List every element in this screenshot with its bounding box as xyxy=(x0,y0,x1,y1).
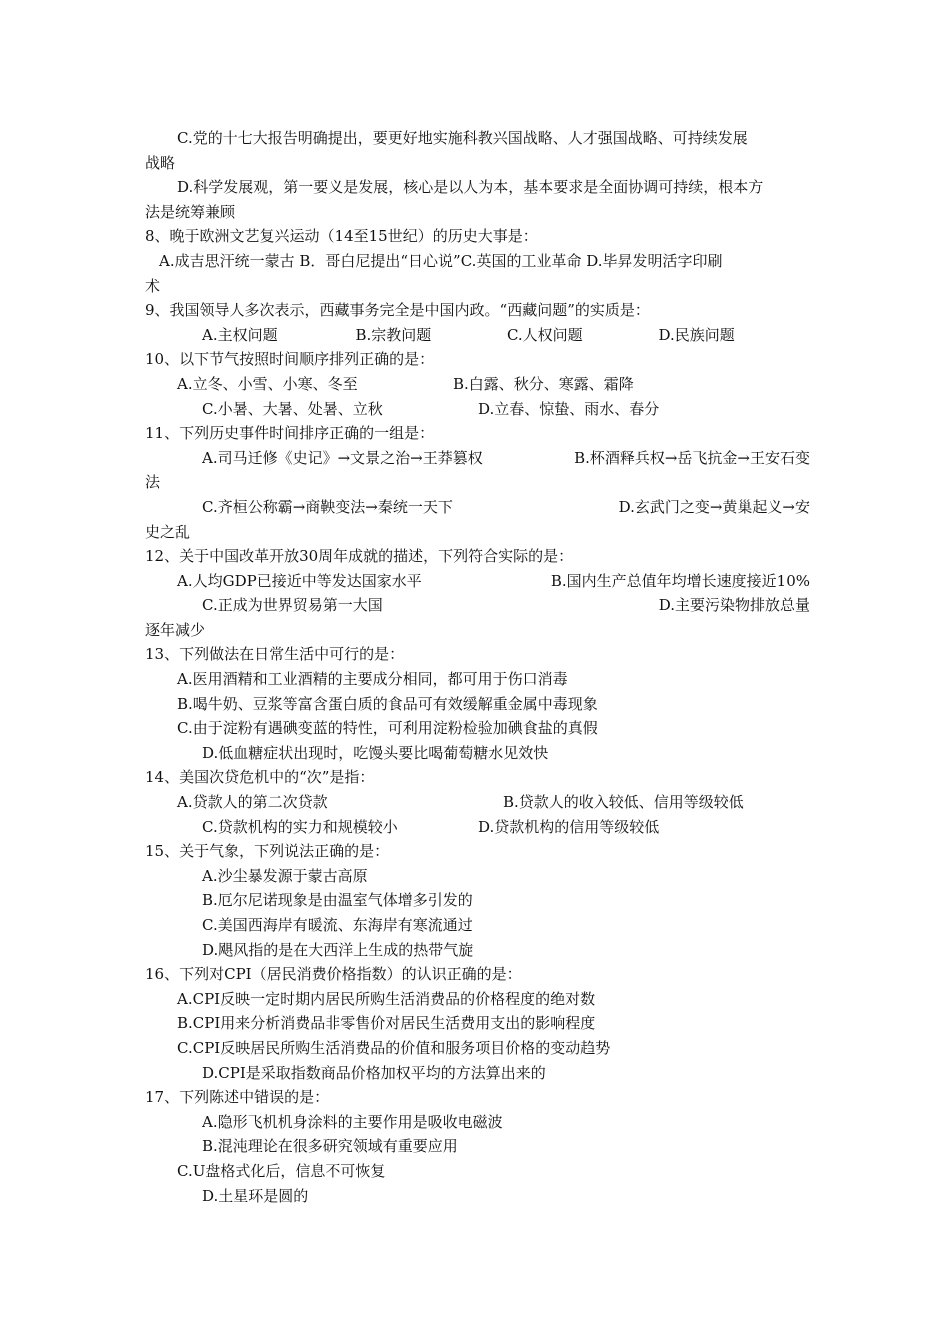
q9-options xyxy=(145,323,810,348)
q14-option-c: C.贷款机构的实力和规模较小 xyxy=(202,817,398,836)
q15-option-d: D.飓风指的是在大西洋上生成的热带气旋 xyxy=(202,940,474,959)
q13-option-a: A.医用酒精和工业酒精的主要成分相同，都可用于伤口消毒 xyxy=(177,670,568,689)
q14-stem: 14、美国次贷危机中的“次”是指： xyxy=(145,768,375,787)
q11-option-c: C.齐桓公称霸→商鞅变法→秦统一天下 xyxy=(202,497,453,516)
q10-option-b: B.白露、秋分、寒露、霜降 xyxy=(453,374,634,393)
q11-option-d-cont: 史之乱 xyxy=(145,522,191,541)
q17-option-a: A.隐形飞机机身涂料的主要作用是吸收电磁波 xyxy=(202,1112,503,1131)
q10-option-a: A.立冬、小雪、小寒、冬至 xyxy=(177,374,358,393)
q12-option-d: D.主要污染物排放总量 xyxy=(658,596,810,615)
q14-options-row1 xyxy=(145,790,810,815)
q17-option-b: B.混沌理论在很多研究领域有重要应用 xyxy=(202,1137,458,1156)
q13-stem: 13、下列做法在日常生活中可行的是： xyxy=(145,645,405,664)
q13-option-d: D.低血糖症状出现时，吃馒头要比喝葡萄糖水见效快 xyxy=(202,743,549,762)
q9-option-a: A.主权问题 xyxy=(202,325,278,344)
q16-option-c: C.CPI反映居民所购生活消费品的价值和服务项目价格的变动趋势 xyxy=(177,1038,611,1057)
q7-option-d-cont: 法是统筹兼顾 xyxy=(145,202,236,221)
q16-option-d: D.CPI是采取指数商品价格加权平均的方法算出来的 xyxy=(202,1063,546,1082)
q11-options-row1 xyxy=(145,446,810,471)
q12-options-row1 xyxy=(145,569,810,594)
q9-option-b: B.宗教问题 xyxy=(355,325,432,344)
q7-option-c-cont: 战略 xyxy=(145,153,176,172)
q8-stem: 8、晚于欧洲文艺复兴运动（14至15世纪）的历史大事是： xyxy=(145,227,538,246)
q10-options-row2 xyxy=(145,397,810,422)
q11-option-d: D.玄武门之变→黄巢起义→安 xyxy=(618,497,810,516)
q8-options-cont: 术 xyxy=(145,276,161,295)
q17-option-c: C.U盘格式化后，信息不可恢复 xyxy=(177,1161,386,1180)
q12-option-a: A.人均GDP已接近中等发达国家水平 xyxy=(177,571,422,590)
q12-option-c: C.正成为世界贸易第一大国 xyxy=(202,596,383,615)
q11-option-b: B.杯酒释兵权→岳飞抗金→王安石变 xyxy=(574,448,810,467)
q11-stem: 11、下列历史事件时间排序正确的一组是： xyxy=(145,424,435,443)
q14-option-d: D.贷款机构的信用等级较低 xyxy=(478,817,660,836)
q15-option-b: B.厄尔尼诺现象是由温室气体增多引发的 xyxy=(202,891,473,910)
q10-option-d: D.立春、惊蛰、雨水、春分 xyxy=(478,399,660,418)
q10-option-c: C.小暑、大暑、处暑、立秋 xyxy=(202,399,383,418)
q15-option-a: A.沙尘暴发源于蒙古高原 xyxy=(202,866,368,885)
q15-option-c: C.美国西海岸有暖流、东海岸有寒流通过 xyxy=(202,916,473,934)
q7-option-c: C.党的十七大报告明确提出，要更好地实施科教兴国战略、人才强国战略、可持续发展 xyxy=(177,129,748,147)
q16-stem: 16、下列对CPI（居民消费价格指数）的认识正确的是： xyxy=(145,965,522,984)
q12-option-d-cont: 逐年减少 xyxy=(145,620,206,639)
q16-option-a: A.CPI反映一定时期内居民所购生活消费品的价格程度的绝对数 xyxy=(177,989,596,1008)
q17-stem: 17、下列陈述中错误的是： xyxy=(145,1088,330,1107)
q8-options: A.成吉思汗统一蒙古 B．哥白尼提出“日心说”C.英国的工业革命 D.毕昇发明活字印刷 xyxy=(159,251,723,270)
q11-options-row2 xyxy=(145,495,810,520)
q14-option-a: A.贷款人的第二次贷款 xyxy=(177,793,328,812)
q13-option-b: B.喝牛奶、豆浆等富含蛋白质的食品可有效缓解重金属中毒现象 xyxy=(177,694,598,713)
q15-stem: 15、关于气象，下列说法正确的是： xyxy=(145,842,390,861)
q14-options-row2 xyxy=(145,815,810,840)
q9-stem: 9、我国领导人多次表示，西藏事务完全是中国内政。“西藏问题”的实质是： xyxy=(145,301,650,320)
q12-stem: 12、关于中国改革开放30周年成就的描述，下列符合实际的是： xyxy=(145,547,574,566)
q10-options-row1 xyxy=(145,372,810,397)
q10-stem: 10、以下节气按照时间顺序排列正确的是： xyxy=(145,350,435,369)
q13-option-c: C.由于淀粉有遇碘变蓝的特性，可利用淀粉检验加碘食盐的真假 xyxy=(177,719,598,738)
q14-option-b: B.贷款人的收入较低、信用等级较低 xyxy=(503,793,744,812)
q16-option-b: B.CPI用来分析消费品非零售价对居民生活费用支出的影响程度 xyxy=(177,1014,596,1033)
q17-option-d: D.土星环是圆的 xyxy=(202,1186,309,1205)
q11-option-b-cont: 法 xyxy=(145,473,161,492)
q9-option-d: D.民族问题 xyxy=(658,325,735,344)
q12-option-b: B.国内生产总值年均增长速度接近10% xyxy=(550,571,810,590)
q7-option-d: D.科学发展观，第一要义是发展，核心是以人为本，基本要求是全面协调可持续，根本方 xyxy=(177,178,764,197)
exam-questions xyxy=(145,126,810,1208)
q12-options-row2 xyxy=(145,593,810,618)
q9-option-c: C.人权问题 xyxy=(506,325,583,344)
q11-option-a: A.司马迁修《史记》→文景之治→王莽篡权 xyxy=(202,448,483,467)
